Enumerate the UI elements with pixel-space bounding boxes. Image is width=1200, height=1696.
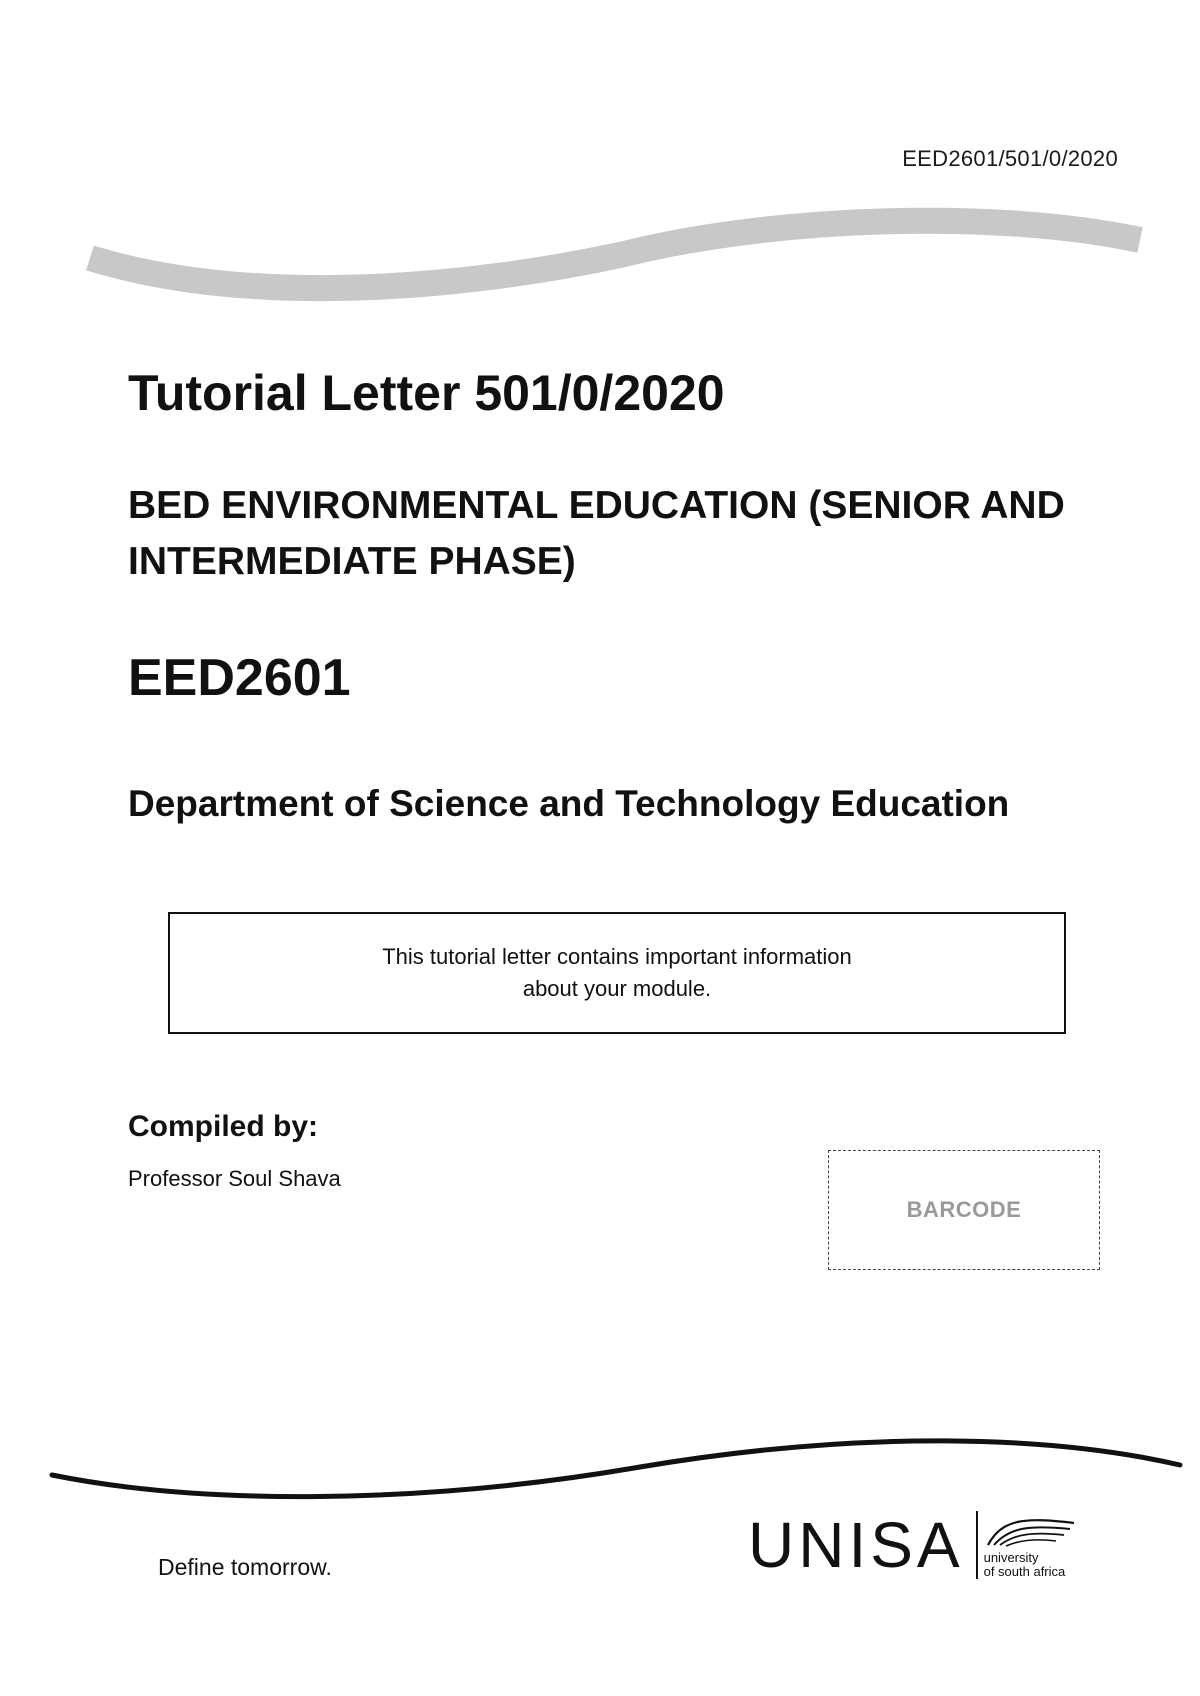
unisa-logo [748,1508,1080,1582]
logo-subtext-line-2: of south africa [983,1564,1066,1579]
barcode-placeholder [828,1150,1100,1270]
wing-emblem-icon [984,1515,1080,1551]
tutorial-letter-title: Tutorial Letter 501/0/2020 [128,365,725,421]
compiled-by-heading: Compiled by: [128,1110,319,1143]
decorative-wave-bottom [0,1425,1200,1515]
document-reference: EED2601/501/0/2020 [902,146,1118,171]
module-code: EED2601 [128,649,351,707]
logo-divider [976,1511,978,1579]
tagline: Define tomorrow. [158,1554,332,1580]
important-information-box [168,912,1066,1034]
decorative-wave-top [0,200,1200,320]
compiler-name: Professor Soul Shava [128,1166,341,1191]
notice-line-1: This tutorial letter contains important information [382,944,852,969]
barcode-label: BARCODE [906,1197,1022,1222]
notice-line-2: about your module. [522,976,712,1001]
programme-name: BED ENVIRONMENTAL EDUCATION (SENIOR AND INTERMEDIATE PHASE) [128,484,1065,583]
department-name: Department of Science and Technology Education [128,783,1010,824]
logo-emblem-group [984,1511,1080,1579]
logo-subtext-line-1: university [983,1550,1039,1565]
logo-wordmark: UNISA [748,1509,964,1581]
